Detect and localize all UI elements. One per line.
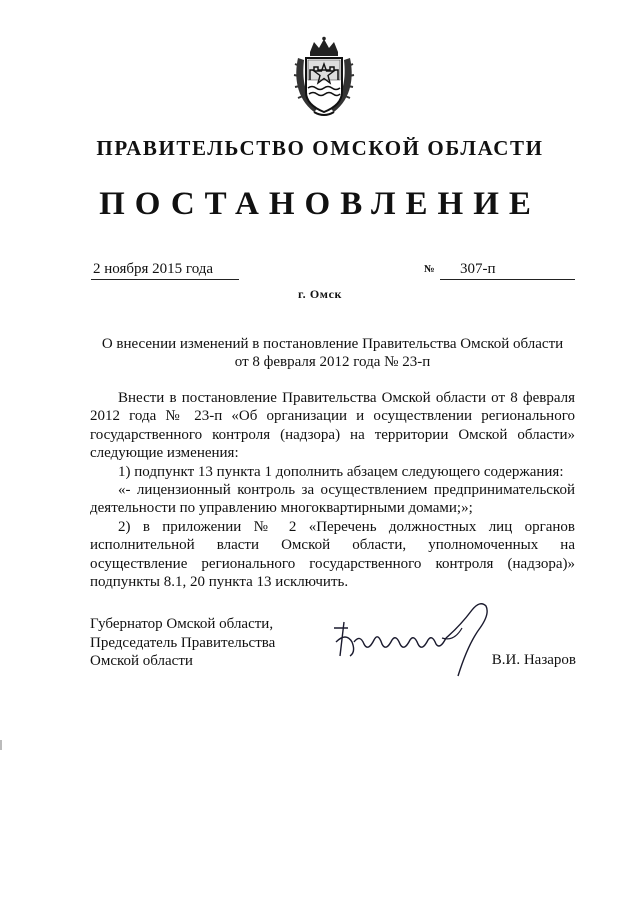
body-paragraph-2: 1) подпункт 13 пункта 1 дополнить абзацем следующего содержания:: [118, 463, 564, 480]
signatory-position-line-3: Омской области: [90, 653, 193, 669]
document-date: 2 ноября 2015 года: [91, 259, 239, 280]
body-paragraph-4: 2) в приложении № 2 «Перечень должностных лиц органов исполнительной власти Омской области, уполномоченных на осуществление регионального государственного контроля (надзора)» подпункты 8.1, 20 пункта 13 исключить.: [90, 518, 575, 591]
body-paragraph-3: «- лицензионный контроль за осуществлением предпринимательской деятельности по управлению многоквартирными домами;»;: [90, 482, 575, 517]
number-label: №: [424, 264, 435, 275]
document-number-field: [440, 259, 575, 280]
subject-line-1: О внесении изменений в постановление Правительства Омской области: [101, 336, 564, 352]
city: г. Омск: [297, 287, 343, 301]
subject-line-2: от 8 февраля 2012 года № 23-п: [234, 354, 431, 370]
signatory-position: [90, 615, 275, 671]
document-body: [90, 389, 575, 591]
signatory-position-line-2: Председатель Правительства: [90, 634, 276, 651]
issuer-title: ПРАВИТЕЛЬСТВО ОМСКОЙ ОБЛАСТИ: [96, 136, 544, 160]
coat-of-arms-icon: [292, 36, 356, 118]
subject-heading: [90, 335, 575, 371]
signatory-position-line-1: Губернатор Омской области,: [90, 616, 274, 632]
document-type-title: ПОСТАНОВЛЕНИЕ: [99, 186, 541, 222]
handwritten-signature: [330, 598, 500, 678]
body-paragraph-1: Внести в постановление Правительства Омской области от 8 февраля 2012 года № 23-п «Об организации и осуществлении регионального государственного контроля (надзора) на территории Омской области» следующие изменения:: [90, 390, 575, 462]
scan-edge-mark: [0, 740, 2, 750]
document-number: 307-п: [460, 261, 496, 277]
signatory-name: В.И. Назаров: [491, 652, 576, 668]
